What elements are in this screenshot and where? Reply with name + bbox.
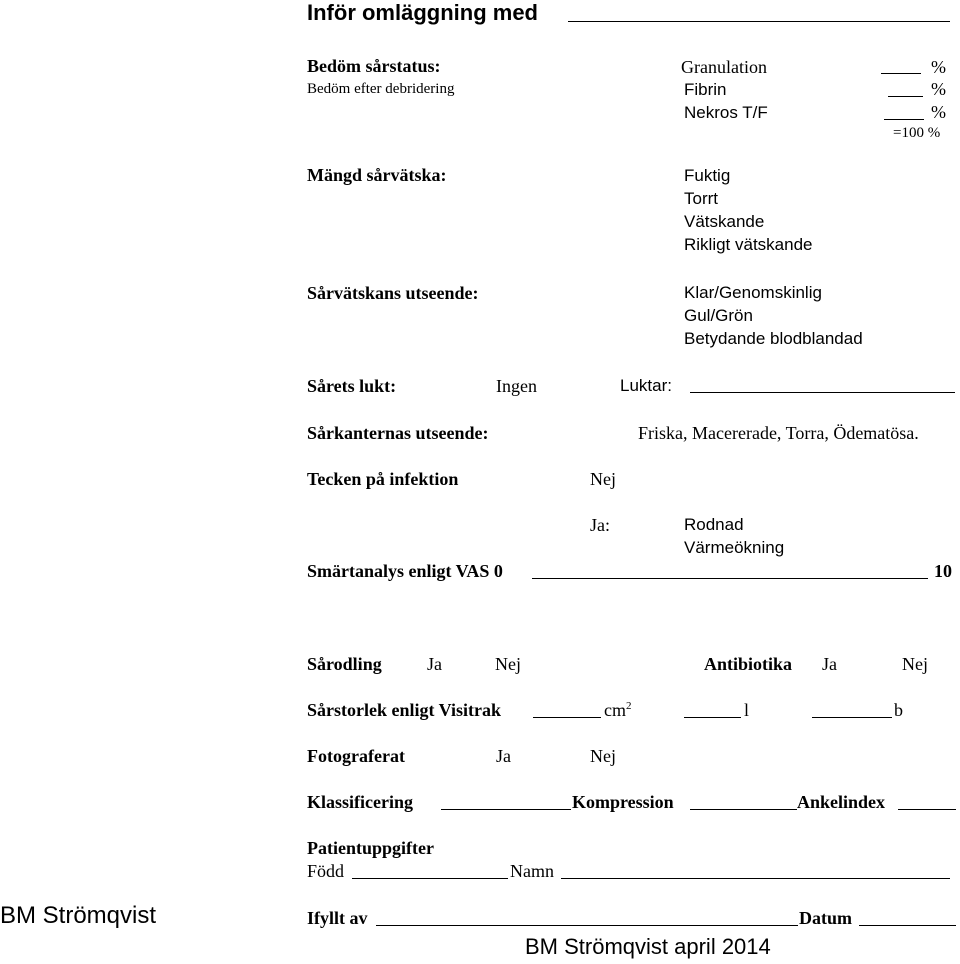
size-l: l (744, 700, 750, 720)
total-percent: =100 % (893, 125, 941, 141)
infection-sign: Värmeökning (684, 538, 785, 557)
infection-yes: Ja: (590, 515, 610, 535)
wound-status-label: Bedöm sårstatus: (307, 56, 441, 76)
exudate-amount-label: Mängd sårvätska: (307, 165, 447, 185)
culture-no: Nej (495, 654, 521, 674)
wound-status-note: Bedöm efter debridering (307, 81, 455, 97)
edges-label: Sårkanternas utseende: (307, 423, 489, 443)
compression-blank (690, 809, 797, 810)
antibiotics-label: Antibiotika (704, 654, 793, 674)
patient-name-blank (561, 878, 950, 879)
author-left: BM Strömqvist (0, 902, 157, 929)
classification-blank (441, 809, 571, 810)
ankle-index-label: Ankelindex (797, 792, 886, 812)
date-label: Datum (799, 908, 852, 928)
patient-name: Namn (510, 861, 554, 881)
odor-smells: Luktar: (620, 376, 672, 395)
appearance-option: Betydande blodblandad (684, 329, 863, 348)
granulation-blank (881, 73, 921, 74)
patient-born-blank (352, 878, 508, 879)
size-cm-blank (533, 717, 601, 718)
exudate-option: Vätskande (684, 212, 765, 231)
odor-blank (690, 392, 955, 393)
compression-label: Kompression (572, 792, 674, 812)
odor-label: Sårets lukt: (307, 376, 397, 396)
necrosis-percent: % (931, 102, 946, 122)
photo-no: Nej (590, 746, 616, 766)
antibiotics-yes: Ja (822, 654, 837, 674)
infection-no: Nej (590, 469, 616, 489)
fibrin-percent: % (931, 79, 946, 99)
size-cm-superscript: 2 (626, 700, 632, 712)
appearance-option: Gul/Grön (684, 306, 753, 325)
size-label: Sårstorlek enligt Visitrak (307, 700, 501, 720)
fibrin-blank (888, 96, 923, 97)
size-b: b (894, 700, 903, 720)
filled-by-blank (376, 925, 798, 926)
size-b-blank (812, 717, 892, 718)
page-title: Inför omläggning med (307, 0, 538, 25)
infection-label: Tecken på infektion (307, 469, 459, 489)
patient-label: Patientuppgifter (307, 838, 434, 858)
exudate-option: Torrt (684, 189, 718, 208)
fibrin-label: Fibrin (684, 80, 727, 99)
ankle-index-blank (898, 809, 956, 810)
culture-yes: Ja (427, 654, 442, 674)
exudate-appearance-label: Sårvätskans utseende: (307, 283, 479, 303)
photo-yes: Ja (496, 746, 511, 766)
odor-none: Ingen (496, 376, 537, 396)
filled-by-label: Ifyllt av (307, 908, 368, 928)
granulation-percent: % (931, 57, 946, 77)
necrosis-blank (884, 119, 924, 120)
granulation-label: Granulation (681, 57, 767, 77)
edges-options: Friska, Macererade, Torra, Ödematösa. (638, 423, 919, 443)
date-blank (859, 925, 956, 926)
antibiotics-no: Nej (902, 654, 928, 674)
pain-scale-line (532, 578, 928, 579)
patient-born: Född (307, 861, 345, 881)
exudate-option: Rikligt vätskande (684, 235, 813, 254)
appearance-option: Klar/Genomskinlig (684, 283, 822, 302)
culture-label: Sårodling (307, 654, 382, 674)
photo-label: Fotograferat (307, 746, 405, 766)
title-blank-line (568, 21, 950, 22)
necrosis-label: Nekros T/F (684, 103, 768, 122)
size-cm: $cm^2$ (604, 700, 632, 720)
pain-label: Smärtanalys enligt VAS 0 (307, 561, 503, 581)
size-l-blank (684, 717, 741, 718)
author-bottom: BM Strömqvist april 2014 (525, 934, 771, 959)
classification-label: Klassificering (307, 792, 413, 812)
infection-sign: Rodnad (684, 515, 744, 534)
pain-max: 10 (934, 561, 952, 581)
exudate-option: Fuktig (684, 166, 731, 185)
